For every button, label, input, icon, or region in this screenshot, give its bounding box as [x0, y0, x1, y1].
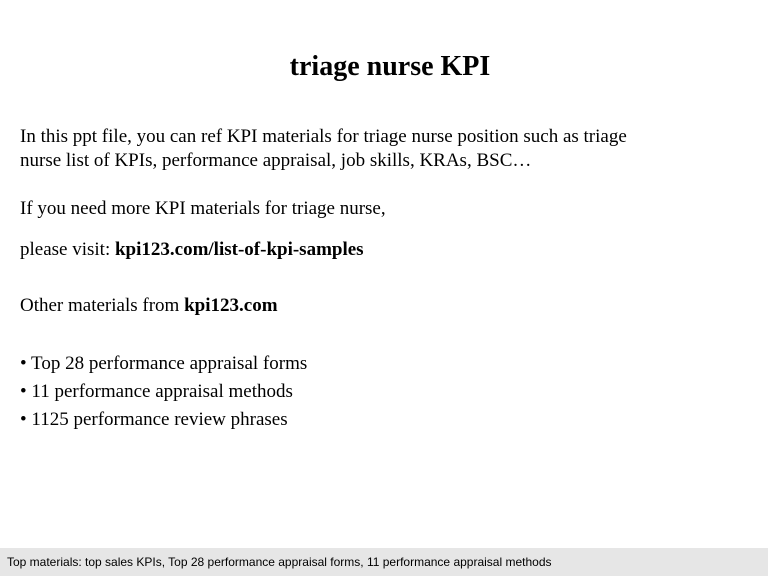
footer-text: Top materials: top sales KPIs, Top 28 performance appraisal forms, 11 performance appraisal methods	[7, 555, 552, 569]
kpi-samples-link[interactable]: kpi123.com/list-of-kpi-samples	[114, 239, 364, 260]
kpi123-link[interactable]: kpi123.com	[184, 295, 278, 316]
bullet-item: • 11 performance appraisal methods	[20, 381, 293, 402]
bullet-list	[20, 350, 740, 434]
footer-bar	[0, 548, 768, 576]
slide-title: triage nurse KPI	[289, 51, 491, 82]
bullet-item: • 1125 performance review phrases	[20, 409, 288, 430]
intro-paragraph	[20, 125, 740, 173]
other-materials-line	[20, 294, 740, 318]
need-more-text: If you need more KPI materials for triage nurse,	[20, 198, 386, 219]
intro-line-1: In this ppt file, you can ref KPI materials for triage nurse position such as triage	[20, 126, 627, 147]
other-prefix: Other materials from	[20, 295, 185, 316]
intro-line-2: nurse list of KPIs, performance appraisal, job skills, KRAs, BSC…	[20, 150, 532, 171]
bullet-item: • Top 28 performance appraisal forms	[20, 353, 308, 374]
visit-line	[20, 238, 740, 262]
visit-prefix: please visit:	[20, 239, 115, 260]
